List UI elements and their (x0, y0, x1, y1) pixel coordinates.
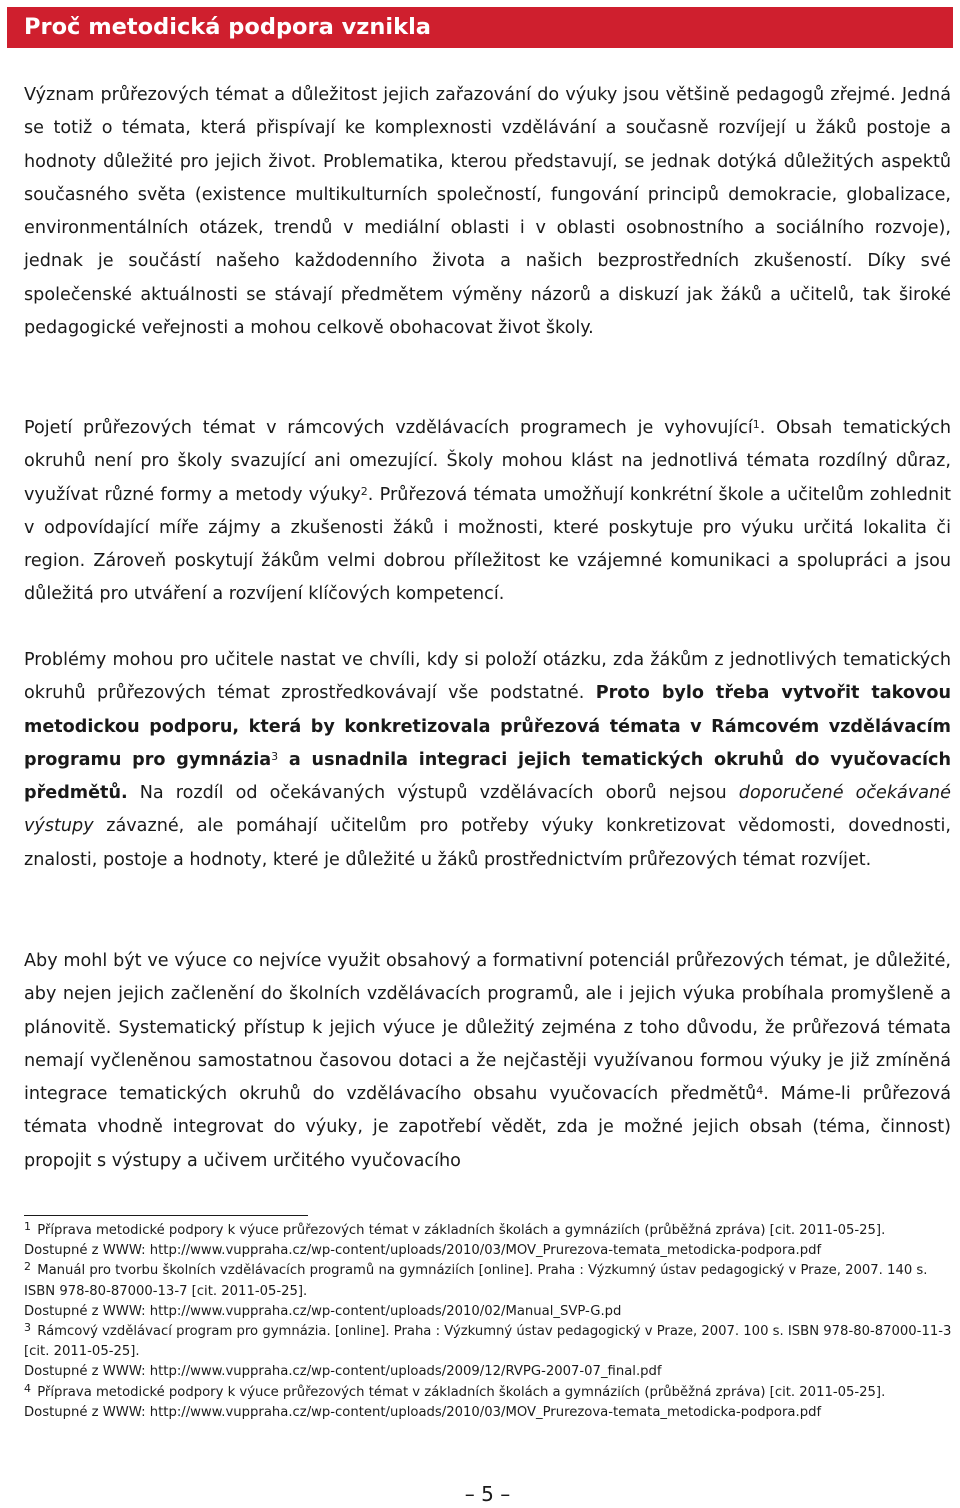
footnote-text: Příprava metodické podpory k výuce průřezových témat v základních školách a gymnáziích (průběžná zpráva) [cit. 2011-05-25]. (37, 1223, 886, 1238)
footnote-link: Dostupné z WWW: http://www.vuppraha.cz/wp-content/uploads/2010/03/MOV_Prurezova-temata_metodicka-podpora.pdf (24, 1404, 822, 1420)
footnote-ref-4: 4 (756, 1084, 764, 1098)
footnote-number: 3 (24, 1321, 31, 1335)
footnote-link: Dostupné z WWW: http://www.vuppraha.cz/wp-content/uploads/2010/03/MOV_Prurezova-temata_metodicka-podpora.pdf (24, 1243, 822, 1259)
section-heading: Proč metodická podpora vznikla (7, 7, 953, 48)
paragraph-2-text-a: Pojetí průřezových témat v rámcových vzdělávacích programech je vyhovující (24, 418, 753, 438)
footnote-link: Dostupné z WWW: http://www.vuppraha.cz/wp-content/uploads/2010/02/Manual_SVP-G.pd (24, 1303, 622, 1319)
footnote-number: 1 (24, 1220, 31, 1233)
paragraph-4-text-a: Aby mohl být ve výuce co nejvíce využit obsahový a formativní potenciál průřezových témat, je důležité, aby nejen jejich začlenění do školních vzdělávacích programů, ale i jejich výuka probíhala promyšleně a plánovitě. Systematický přístup k jejich výuce je důležitý zejména z toho důvodu, že průřezová témata nemají vyčleněnou samostatnou časovou dotaci a že nejčastěji využívanou formou výuky je již zmíněná integrace tematických okruhů do vzdělávacího obsahu vyučovacích předmětů (24, 951, 951, 1105)
page-number: – 5 – (464, 1482, 511, 1506)
footnote-number: 4 (24, 1381, 31, 1395)
paragraph-2-text-c: . Průřezová témata umožňují konkrétní škole a učitelům zohlednit v odpovídající míře zájmy a zkušenosti žáků i možnosti, které poskytuje pro výuku určitá lokalita či region. Zároveň poskytují žákům velmi dobrou příležitost ke vzájemné komunikaci a spolupráci a jsou důležitá pro utváření a rozvíjení klíčových kompetencí. (24, 484, 951, 605)
paragraph-2 (24, 412, 951, 612)
paragraph-3-bold-b: a usnadnila integraci jejich tematických okruhů do vyučovacích předmětů. (24, 749, 951, 804)
paragraph-3-bold-a: Proto bylo třeba vytvořit takovou metodickou podporu, která by konkretizovala průřezová témata v Rámcovém vzdělávacím programu pro gymnázia (24, 683, 951, 770)
paragraph-3-text-b: Na rozdíl od očekávaných výstupů vzdělávacích oborů nejsou (127, 783, 739, 804)
paragraph-3-italic: doporučené očekávané výstupy (24, 783, 951, 837)
paragraph-4 (24, 945, 951, 1178)
footnotes (24, 1221, 954, 1423)
footnote-text: Rámcový vzdělávací program pro gymnázia. [online]. Praha : Výzkumný ústav pedagogický v Praze, 2007. 100 s. ISBN 978-80-87000-11-3 [cit. 2011-05-25]. (24, 1324, 952, 1360)
paragraph-3 (24, 644, 951, 877)
paragraph-2-text-b: . Obsah tematických okruhů není pro školy svazující ani omezující. Školy mohou klást na jednotlivá témata rozdílný důraz, využívat různé formy a metody výuky (24, 418, 951, 505)
footnote-4 (24, 1383, 954, 1423)
footnote-1 (24, 1221, 954, 1261)
footnote-number: 2 (24, 1260, 31, 1274)
footnote-ref-2: 2 (360, 484, 368, 498)
paragraph-3-text-a: Problémy mohou pro učitele nastat ve chvíli, kdy si položí otázku, zda žákům z jednotlivých tematických okruhů průřezových témat zprostředkovávají vše podstatné. (24, 650, 951, 704)
footnote-text: Příprava metodické podpory k výuce průřezových témat v základních školách a gymnáziích (průběžná zpráva) [cit. 2011-05-25]. (37, 1384, 886, 1400)
footnote-divider (24, 1215, 308, 1216)
footnote-2 (24, 1261, 954, 1322)
footnote-3 (24, 1322, 954, 1383)
footnote-text: Manuál pro tvorbu školních vzdělávacích programů na gymnáziích [online]. Praha : Výzkumný ústav pedagogický v Praze, 2007. 140 s. ISBN 978-80-87000-13-7 [cit. 2011-05-25]. (24, 1263, 928, 1299)
paragraph-1: Význam průřezových témat a důležitost jejich zařazování do výuky jsou většině pedagogů zřejmé. Jedná se totiž o témata, která přispívají ke komplexnosti vzdělávání a současně rozvíjejí u žáků postoje a hodnoty důležité pro jejich život. Problematika, kterou představují, se jednak dotýká důležitých aspektů současného světa (existence multikulturních společností, fungování principů demokracie, globalizace, environmentálních otázek, trendů v mediální oblasti i v oblasti osobnostního a sociálního rozvoje), jednak je součástí našeho každodenního života a našich bezprostředních zkušeností. Díky své společenské aktuálnosti se stávají předmětem výměny názorů a diskuzí jak žáků a učitelů, tak široké pedagogické veřejnosti a mohou celkově obohacovat život školy. (24, 85, 951, 339)
paragraph-4-text-b: . Máme-li průřezová témata vhodně integrovat do výuky, je zapotřebí vědět, zda je možné jejich obsah (téma, činnost) propojit s výstupy a učivem určitého vyučovacího (24, 1084, 951, 1171)
footnote-link: Dostupné z WWW: http://www.vuppraha.cz/wp-content/uploads/2009/12/RVPG-2007-07_final.pdf (24, 1364, 662, 1380)
footnote-ref-3: 3 (271, 749, 279, 763)
paragraph-3-text-c: závazné, ale pomáhají učitelům pro potřeby výuky konkretizovat vědomosti, dovednosti, znalosti, postoje a hodnoty, které je důležité u žáků prostřednictvím průřezových témat rozvíjet. (24, 816, 951, 870)
footnote-ref-1: 1 (752, 418, 760, 431)
